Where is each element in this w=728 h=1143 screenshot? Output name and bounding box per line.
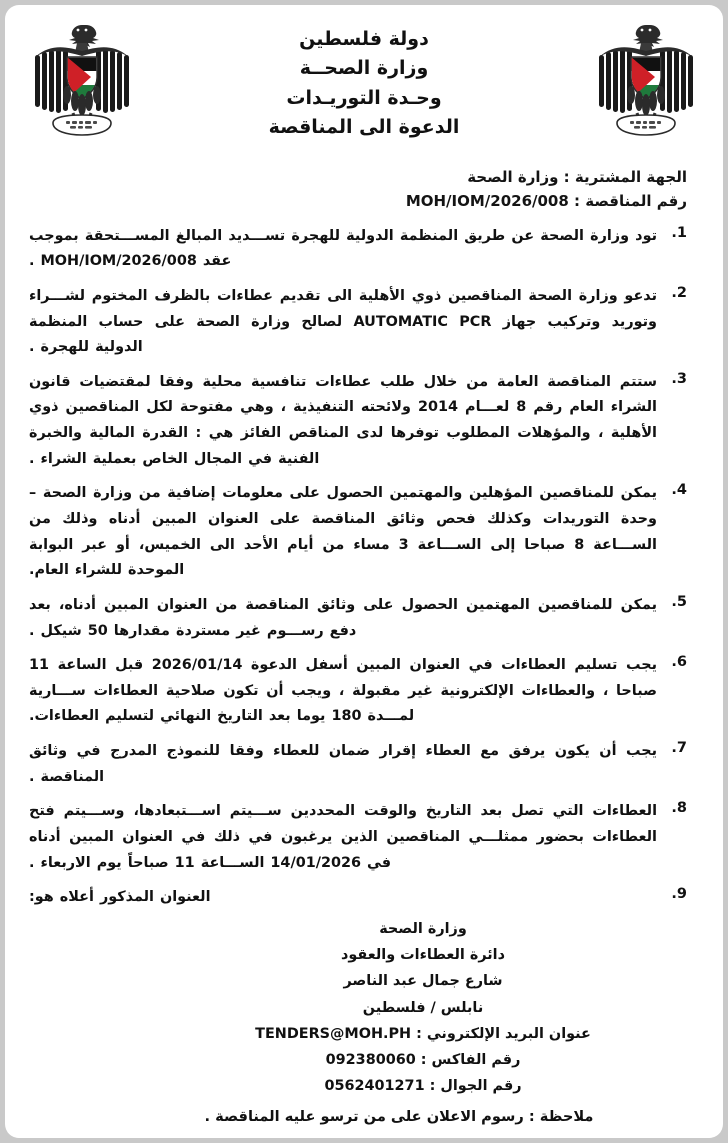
address-line-email: عنوان البريد الإلكتروني : TENDERS@MOH.PH [255, 1025, 591, 1042]
address-block [5, 916, 723, 1100]
note-text: ملاحظة : رسوم الاعلان على من ترسو عليه المناقصة . [204, 1107, 594, 1125]
header-title-group [141, 17, 587, 143]
clause-item [29, 593, 687, 644]
address-line-department: دائرة العطاءات والعقود [341, 947, 505, 964]
document-page [5, 5, 723, 1138]
clause-text: العنوان المذكور أعلاه هو: [29, 889, 211, 906]
clause-text: يجب تسليم العطاءات في العنوان المبين أسفل الدعوة 2026/01/14 قبل الساعة 11 صباحا ، والعطاءات الإلكترونية غير مقبولة ، ويجب أن تكون صلاحية العطاءات ســـارية لمـــدة 180 يوما بعد التاريخ النهائي لتسليم العطاءات. [29, 657, 657, 725]
address-line-ministry: وزارة الصحة [379, 920, 467, 937]
address-line-mobile: رقم الجوال : 0562401271 [324, 1078, 522, 1095]
clause-text: يمكن للمناقصين المؤهلين والمهتمين الحصول على معلومات إضافية من وزارة الصحة – وحدة التوريدات وكذلك فحص وثائق المناقصة على العنوان المبين أدناه وذلك من الســـاعة 8 صباحا إلى الســـاعة 3 مساء من أيام الأحد الى الخميس، أو عبر البوابة الموحدة للشراء العام. [29, 485, 657, 579]
footer-note [5, 1100, 723, 1125]
clause-item [29, 739, 687, 790]
clause-list [5, 224, 723, 911]
tender-number-label: رقم المناقصة : [574, 192, 687, 211]
clause-item [29, 481, 687, 584]
clause-text: تود وزارة الصحة عن طريق المنظمة الدولية للهجرة تســـديد المبالغ المســـتحقة بموجب عقد MOH/IOM/2026/008 . [29, 227, 657, 270]
clause-text: ستتم المناقصة العامة من خلال طلب عطاءات تنافسية محلية وفقا لمقتضيات قانون الشراء العام رقم 8 لعـــام 2014 ولائحته التنفيذية ، وهي مفتوحة لكل المناقصين ذوي الأهلية ، والمؤهلات المطلوب توفرها لدى المناقص الفائز هي : القدرة المالية والخبرة الفنية في المجال الخاص بعملية الشراء . [29, 373, 657, 467]
clause-text: تدعو وزارة الصحة المناقصين ذوي الأهلية الى تقديم عطاءات بالظرف المختوم لشـــراء وتوريد وتركيب جهاز AUTOMATIC PCR لصالح وزارة الصحة على حساب المنظمة الدولية للهجرة . [29, 287, 657, 356]
clause-text: يجب أن يكون يرفق مع العطاء إقرار ضمان للعطاء وفقا للنموذج المدرج في وثائق المناقصة . [29, 743, 657, 785]
tender-number-line [41, 189, 687, 213]
address-line-city: نابلس / فلسطين [362, 999, 484, 1016]
header-title-line-2: وزارة الصحــة [299, 57, 429, 80]
clause-item [29, 284, 687, 361]
buyer-line: الجهة المشترية : وزارة الصحة [467, 168, 687, 186]
header-title-line-4: الدعوة الى المناقصة [268, 116, 460, 139]
clause-item [29, 885, 687, 911]
clause-text: يمكن للمناقصين المهتمين الحصول على وثائق المناقصة من العنوان المبين أدناه، بعد دفع رســـوم غير مستردة مقدارها 50 شيكل . [29, 596, 657, 639]
header-title-line-1: دولة فلسطين [299, 28, 429, 50]
address-line-street: شارع جمال عبد الناصر [343, 973, 503, 990]
clause-item [29, 653, 687, 730]
palestine-coat-of-arms-icon-right [23, 17, 141, 155]
tender-number-value: MOH/IOM/2026/008 [405, 192, 569, 211]
clause-item [29, 370, 687, 473]
document-header [5, 5, 723, 159]
page-bottom-edge [5, 1132, 723, 1138]
clause-item [29, 799, 687, 876]
clause-text: العطاءات التي تصل بعد التاريخ والوقت المحددين ســـيتم اســـتبعادها، وســـيتم فتح العطاءات بحضور ممثلـــي المناقصين الذين يرغبون في ذلك في العنوان المبين أدناه في 14/01/2026 الســـاعة 11 صباحاً يوم الاربعاء . [29, 803, 657, 871]
address-line-fax: رقم الفاكس : 092380060 [325, 1052, 521, 1069]
tender-meta [5, 159, 723, 214]
palestine-coat-of-arms-icon-left [587, 17, 705, 155]
clause-item [29, 224, 687, 275]
header-title-line-3: وحـدة التوريـدات [286, 86, 442, 109]
